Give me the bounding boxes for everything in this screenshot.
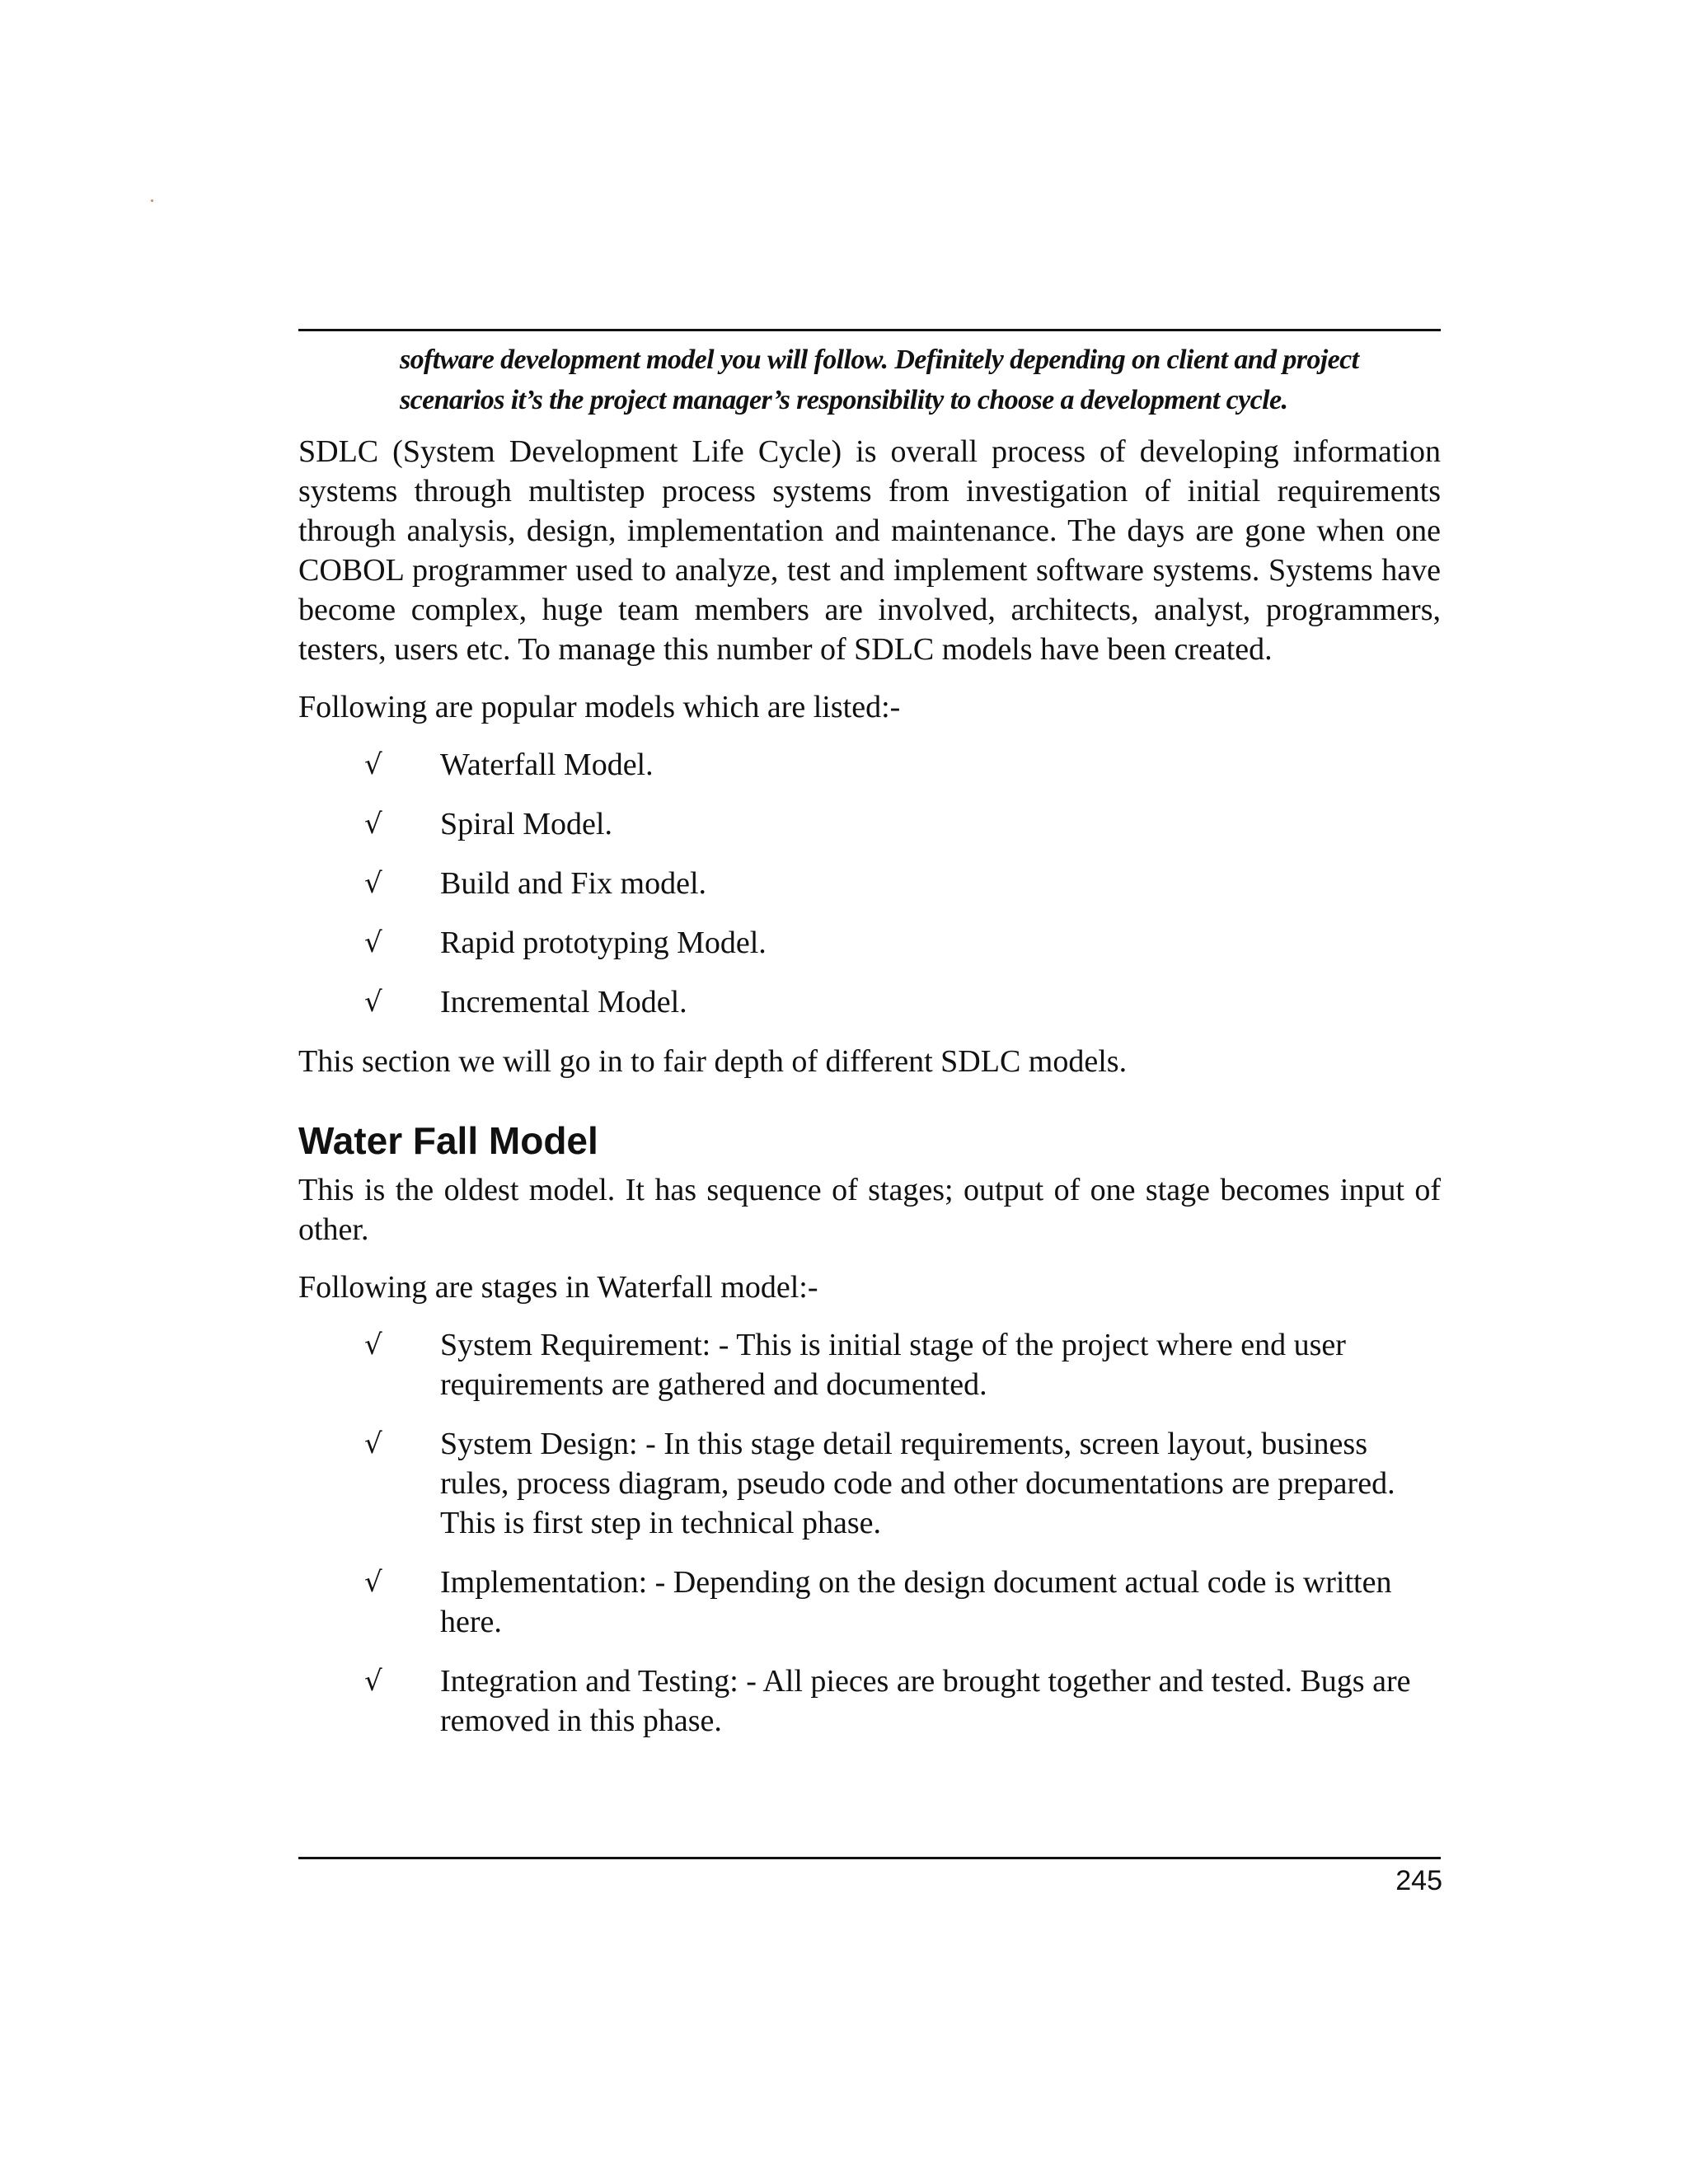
list-item-text: Spiral Model. <box>440 807 612 841</box>
models-list <box>298 745 1441 1022</box>
list-item <box>298 1563 1441 1642</box>
list-item <box>298 982 1441 1022</box>
note-line: software development model you will follow. Definitely depending on client and project <box>400 344 1359 375</box>
list-item-text: Waterfall Model. <box>440 748 654 782</box>
list-item <box>298 804 1441 844</box>
note-line: scenarios it’s the project manager’s responsibility to choose a development cycle. <box>400 385 1288 415</box>
list-item-text: Incremental Model. <box>440 985 687 1019</box>
list-item-text: System Requirement: - This is initial stage of the project where end user requirements are gathered and documented. <box>440 1328 1346 1402</box>
check-icon: √ <box>364 1329 382 1361</box>
check-icon: √ <box>364 986 382 1019</box>
intro-paragraph: SDLC (System Development Life Cycle) is overall process of developing information systems through multistep process systems from investigation of initial requirements through analysis, design, implementation and maintenance. The days are gone when one COBOL programmer used to analyze, test and implement software systems. Systems have become complex, huge team members are involved, architects, analyst, programmers, testers, users etc. To manage this number of SDLC models have been created. <box>298 434 1441 667</box>
check-icon: √ <box>364 748 382 781</box>
list-item-text: Rapid prototyping Model. <box>440 926 767 960</box>
list-item <box>298 1424 1441 1543</box>
models-intro: Following are popular models which are listed:- <box>298 690 901 724</box>
list-item <box>298 864 1441 903</box>
list-item-text: Implementation: - Depending on the design document actual code is written here. <box>440 1565 1392 1639</box>
check-icon: √ <box>364 1566 382 1599</box>
stages-intro: Following are stages in Waterfall model:- <box>298 1270 818 1305</box>
page-content <box>298 340 1441 1760</box>
list-item <box>298 745 1441 785</box>
list-item <box>298 1661 1441 1741</box>
header-rule <box>298 329 1441 331</box>
list-item <box>298 1325 1441 1404</box>
note-box <box>400 340 1441 420</box>
check-icon: √ <box>364 808 382 841</box>
list-item-text: Build and Fix model. <box>440 866 706 901</box>
check-icon: √ <box>364 867 382 900</box>
list-item <box>298 923 1441 963</box>
list-item-text: Integration and Testing: - All pieces are brought together and tested. Bugs are removed in this phase. <box>440 1664 1411 1738</box>
footer-rule <box>298 1857 1441 1859</box>
check-icon: √ <box>364 1665 382 1698</box>
stages-list <box>298 1325 1441 1741</box>
list-item-text: System Design: - In this stage detail requirements, screen layout, business rules, process diagram, pseudo code and other documentations are prepared. This is first step in technical phase. <box>440 1427 1395 1540</box>
page-number: 245 <box>1395 1865 1442 1896</box>
section-note: This section we will go in to fair depth of different SDLC models. <box>298 1044 1128 1079</box>
scan-speck <box>151 199 153 202</box>
section-heading: Water Fall Model <box>298 1119 598 1162</box>
check-icon: √ <box>364 1427 382 1460</box>
check-icon: √ <box>364 926 382 959</box>
waterfall-description: This is the oldest model. It has sequence of stages; output of one stage becomes input of other. <box>298 1173 1441 1247</box>
